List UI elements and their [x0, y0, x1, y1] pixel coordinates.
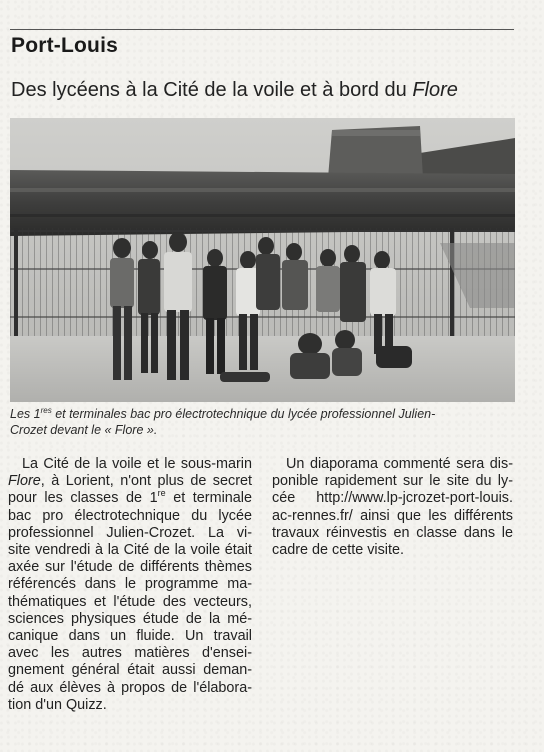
- body-line: site vendredi à la Cité de la voile était: [8, 542, 252, 559]
- body-line: ponible rapidement sur le site du ly-: [272, 473, 513, 490]
- body-line: ac-rennes.fr/ ainsi que les différents: [272, 507, 513, 524]
- body-line: thématiques et l'étude des vecteurs,: [8, 593, 252, 610]
- top-rule: [10, 29, 514, 30]
- body-line: sciences physiques étude de la mé-: [8, 610, 252, 627]
- article-photo: [10, 118, 515, 402]
- caption-part1: Les 1: [10, 407, 41, 421]
- body-line: tion d'un Quizz.: [8, 696, 107, 713]
- body-line: professionnel Julien-Crozet. La vi-: [8, 524, 252, 541]
- body-line: cadre de cette visite.: [272, 542, 404, 559]
- photo-submarine-group: [10, 118, 515, 402]
- body-line: Flore, à Lorient, n'ont plus de secret: [8, 473, 252, 490]
- photo-caption: [10, 406, 520, 438]
- body-line: La Cité de la voile et le sous-marin: [22, 456, 252, 472]
- body-line: cée http://www.lp-jcrozet-port-louis.: [272, 490, 513, 507]
- caption-sup: res: [40, 405, 52, 415]
- article-body-right: [272, 456, 513, 559]
- body-line: axée sur l'étude de différents thèmes: [8, 559, 252, 576]
- body-line: bac pro électrotechnique du lycée: [8, 507, 252, 524]
- body-line: canique dans un fluide. Un travail: [8, 628, 252, 645]
- caption-part2: et terminales bac pro électrotechnique du lycée professionnel Julien-: [51, 407, 436, 421]
- body-line: gnement général était aussi deman-: [8, 662, 252, 679]
- body-line: travaux réinvestis en classe dans le: [272, 524, 513, 541]
- body-line: référencés dans le programme ma-: [8, 576, 252, 593]
- body-line: dé aux élèves à propos de l'élabora-: [8, 679, 252, 696]
- caption-part3: Crozet devant le « Flore ».: [10, 423, 158, 437]
- body-line: pour les classes de 1re et terminale: [8, 488, 252, 507]
- headline-emphasis: Flore: [412, 79, 458, 101]
- headline-text: Des lycéens à la Cité de la voile et à bord du: [11, 79, 413, 101]
- article-headline: [11, 78, 531, 102]
- section-location: Port-Louis: [11, 34, 118, 57]
- body-line: avec les autres matières d'ensei-: [8, 645, 252, 662]
- body-line: Un diaporama commenté sera dis-: [286, 456, 513, 472]
- article-body-left: [8, 456, 252, 714]
